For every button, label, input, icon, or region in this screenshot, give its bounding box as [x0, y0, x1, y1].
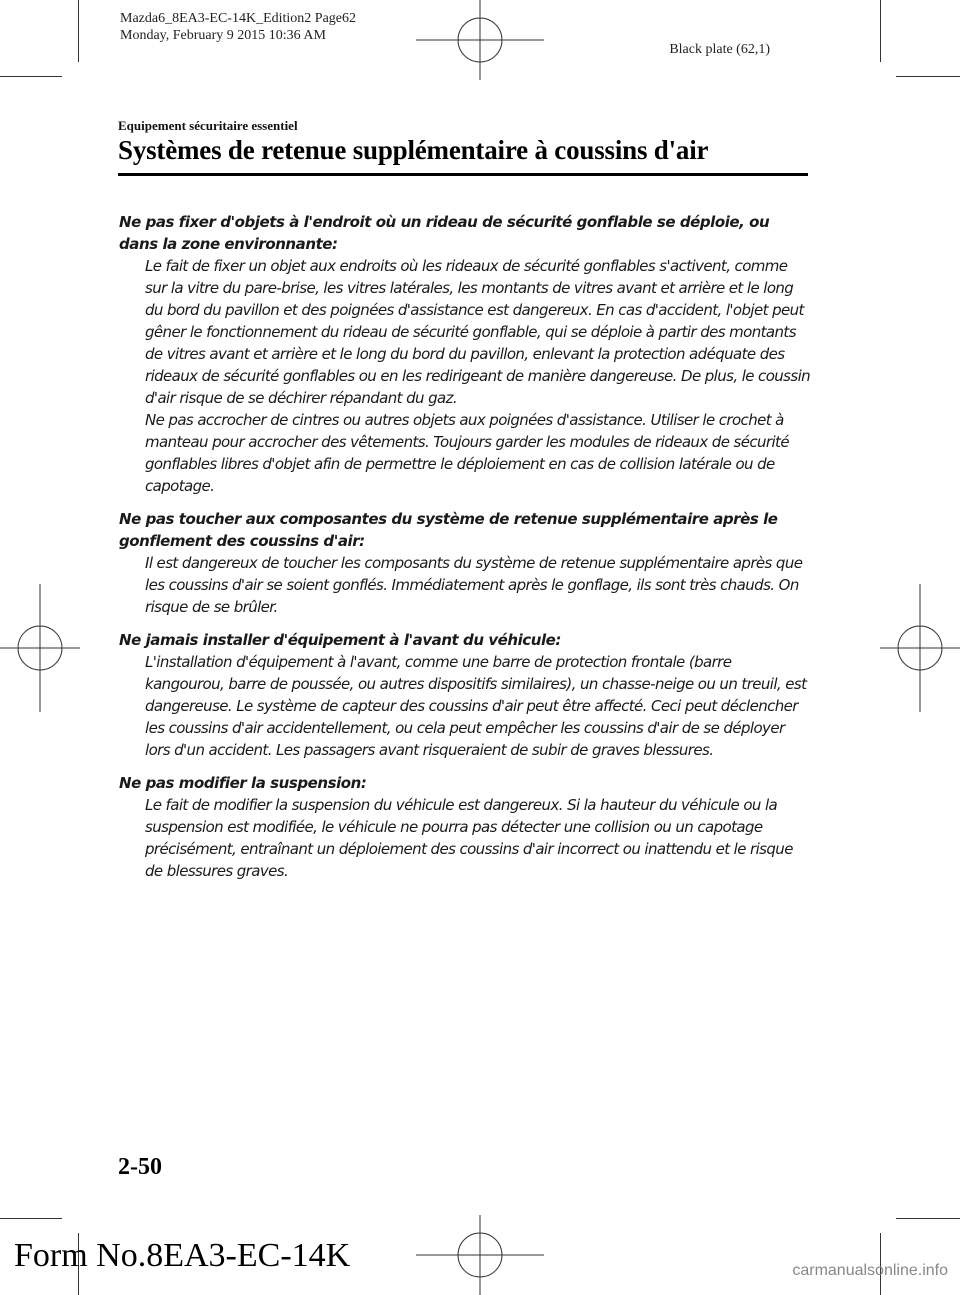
- title-rule: [118, 173, 808, 176]
- warning-body: [119, 552, 811, 618]
- crop-mark-bottom-right-horizontal: [896, 1218, 960, 1219]
- warning-item: [119, 211, 811, 497]
- warning-paragraph: Ne pas accrocher de cintres ou autres objets aux poignées d'assistance. Utiliser le crochet à manteau pour accrocher des vêtements. Toujours garder les modules de rideaux de sécurité gonflables libres d'objet afin de permettre le déploiement en cas de collision latérale ou de capotage.: [145, 411, 789, 495]
- warning-paragraph: L'installation d'équipement à l'avant, comme une barre de protection frontale (barre kangourou, barre de poussée, ou autres dispositifs similaires), un chasse-neige ou un treuil, est dangereuse. Le système de capteur des coussins d'air peut être affecté. Ceci peut déclencher les coussins d'air accidentellement, ou cela peut empêcher les coussins d'air de se déployer lors d'un accident. Les passagers avant risqueraient de subir de graves blessures.: [145, 653, 807, 759]
- warning-body: [119, 255, 811, 497]
- warning-item: [119, 508, 811, 618]
- warning-paragraph: Il est dangereux de toucher les composants du système de retenue supplémentaire après que les coussins d'air se soient gonflés. Immédiatement après le gonflage, ils sont très chauds. On risque de se brûler.: [145, 554, 803, 616]
- registration-mark-bottom: [416, 1215, 544, 1295]
- registration-mark-right: [880, 584, 960, 712]
- crop-mark-top-right-vertical: [880, 0, 881, 62]
- section-label: Equipement sécuritaire essentiel: [118, 118, 298, 133]
- warning-title: Ne pas modifier la suspension:: [119, 774, 367, 792]
- plate-label: Black plate (62,1): [669, 42, 770, 57]
- registration-mark-left: [0, 584, 80, 712]
- print-file-line: Mazda6_8EA3-EC-14K_Edition2 Page62: [120, 11, 357, 26]
- page-title: Systèmes de retenue supplémentaire à coussins d'air: [118, 135, 709, 165]
- crop-mark-top-right-horizontal: [896, 76, 960, 77]
- warning-paragraph: Le fait de modifier la suspension du véhicule est dangereux. Si la hauteur du véhicule ou la suspension est modifiée, le véhicule ne pourra pas détecter une collision ou un capotage précisément, entraînant un déploiement des coussins d'air incorrect ou inattendu et le risque de blessures graves.: [145, 796, 793, 880]
- crop-mark-top-left-horizontal: [0, 76, 62, 77]
- warning-body: [119, 794, 811, 882]
- warning-item: [119, 772, 811, 882]
- warning-title: Ne pas toucher aux composantes du système de retenue supplémentaire après le gonflement des coussins d'air:: [119, 510, 778, 550]
- print-metadata: [120, 10, 356, 44]
- warnings-content: [119, 211, 811, 893]
- registration-mark-top: [416, 0, 544, 80]
- warning-title: Ne pas fixer d'objets à l'endroit où un rideau de sécurité gonflable se déploie, ou dans la zone environnante:: [119, 213, 770, 253]
- warning-item: [119, 629, 811, 761]
- watermark: carmanualsonline.info: [792, 1262, 948, 1279]
- form-number: Form No.8EA3-EC-14K: [14, 1237, 351, 1274]
- warning-paragraph: Le fait de fixer un objet aux endroits où les rideaux de sécurité gonflables s'activent, comme sur la vitre du pare-brise, les vitres latérales, les montants de vitres avant et arrière et le long du bord du pavillon et des poignées d'assistance est dangereux. En cas d'accident, l'objet peut gêner le fonctionnement du rideau de sécurité gonflable, qui se déploie à partir des montants de vitres avant et arrière et le long du bord du pavillon, enlevant la protection adéquate des rideaux de sécurité gonflables ou en les redirigeant de manière dangereuse. De plus, le coussin d'air risque de se déchirer répandant du gaz.: [145, 257, 811, 407]
- crop-mark-top-left-vertical: [78, 0, 79, 62]
- print-date-line: Monday, February 9 2015 10:36 AM: [120, 28, 326, 43]
- warning-title: Ne jamais installer d'équipement à l'avant du véhicule:: [119, 631, 561, 649]
- page-number: 2-50: [118, 1154, 162, 1180]
- warning-body: [119, 651, 811, 761]
- crop-mark-bottom-left-horizontal: [0, 1218, 62, 1219]
